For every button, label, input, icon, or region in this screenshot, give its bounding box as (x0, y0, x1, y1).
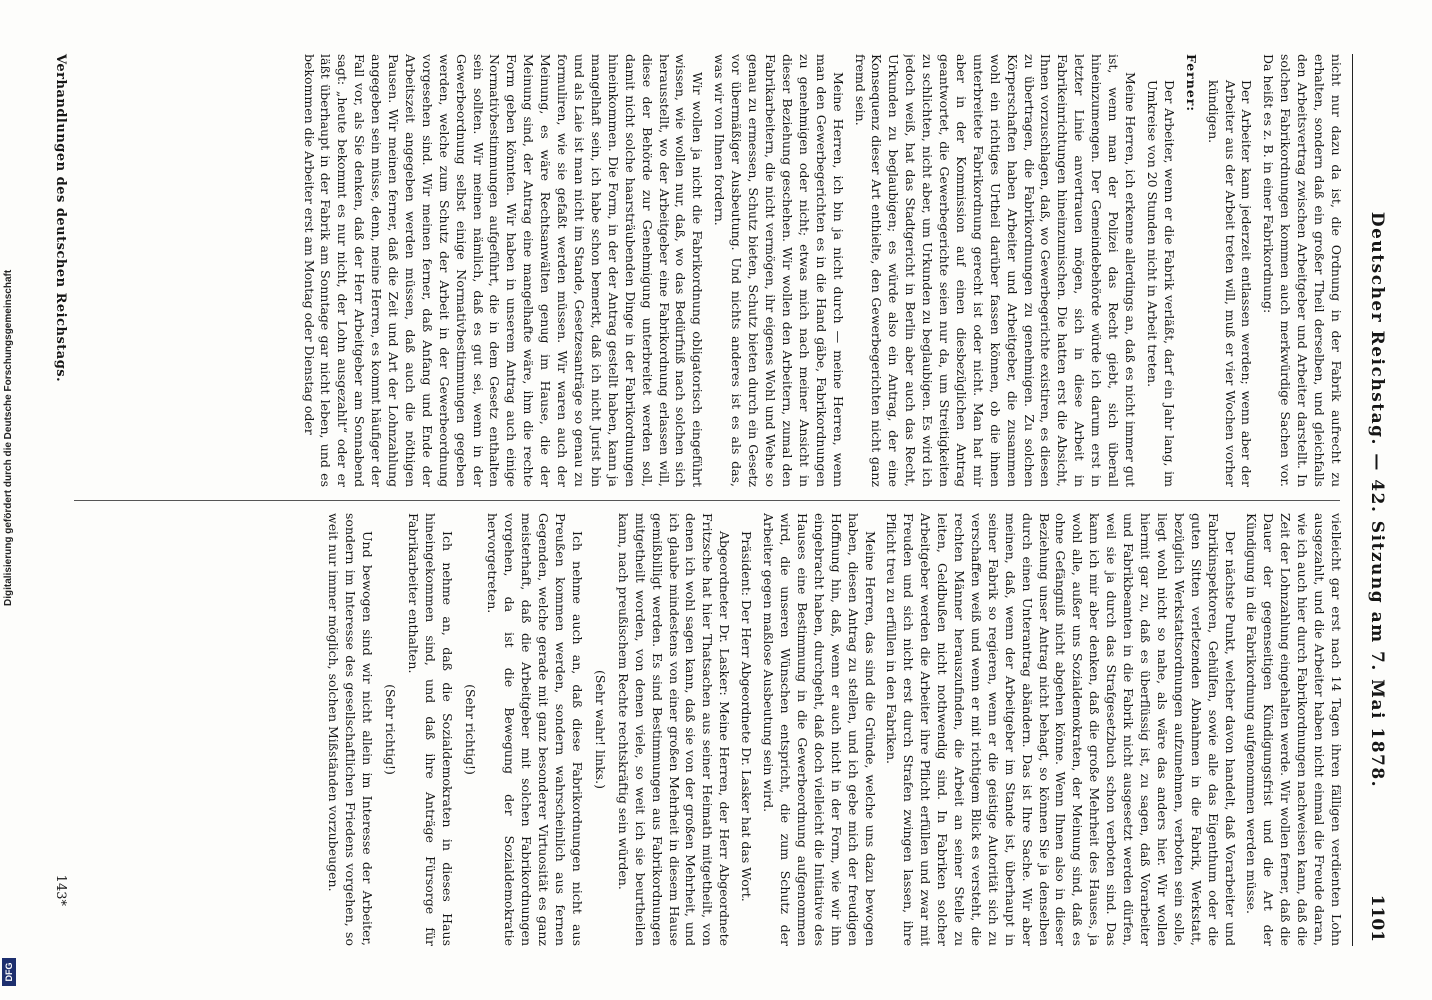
page-footer (46, 54, 68, 946)
quoted-rule: Der Arbeiter, wenn er die Fabrik verläßt, darf ein Jahr lang, im Umkreise von 20 Stunden nicht in Arbeit treten. (1144, 80, 1177, 487)
interjection: (Sehr richtig!) (382, 684, 398, 775)
left-column (74, 54, 1344, 487)
interjection: (Sehr wahr! links.) (592, 670, 608, 789)
right-column (74, 513, 1344, 946)
speaker-paragraph: Abgeordneter Dr. Lasker: Meine Herren, der Herr Abgeordnete Fritzsche hat hier Thatsachen aus seiner Heimath mitgetheilt, von denen ich wohl sagen kann, daß sie von der großen Mehrheit, und ich glaube mindestens von einer großen Mehrheit in diesem Hause gemißbilligt werden. Es sind Bestimmungen aus Fabrikordnungen mitgetheilt worden, von denen viele, so weit ich sie beurtheilen kann, nach preußischem Rechte rechtskräftig sein würden. (615, 513, 733, 946)
column-divider (74, 500, 1340, 501)
digitization-credit: Digitalisierung gefördert durch die Deutsche Forschungsgemeinschaft (3, 269, 14, 606)
interjection: (Sehr richtig!) (462, 684, 478, 775)
speaker-paragraph: Präsident: Der Herr Abgeordnete Dr. Lasker hat das Wort. (739, 531, 755, 902)
text-columns (74, 54, 1344, 946)
paragraph: nicht nur dazu da ist, die Ordnung in der Fabrik aufrecht zu erhalten, sondern daß ein großer Theil derselben, und gleichfalls den Arbeitsvertrag zwischen Arbeitgeber und Arbeiter darstellt. In solchen Fabrikordnungen kommen auch merkwürdige Sachen vor. Da heißt es z. B. in einer Fabrikordnung: (1261, 54, 1344, 487)
header-rule (1352, 54, 1353, 946)
paragraph-lead: Ferner: (1183, 54, 1199, 112)
footer-title: Verhandlungen des deutschen Reichstags. (53, 54, 68, 383)
paragraph: Wir wollen ja nicht die Fabrikordnung obligatorisch eingeführt wissen, wie wollen nur, daß, wo das Bedürfniß nach solchen sich herausstellt, wo der Arbeitgeber eine Fabrikordnung erlassen will, diese der Behörde zur Genehmigung unterbreitet werden soll, damit nicht solche haarsträubenden Dinge in der Fabrikordnungen hineinkommen. Die Form, in der der Antrag gestellt haben, kann ja mangelhaft sein, ich habe schon bemerkt, daß ich nicht Jurist bin und als Laie ist man nicht im Stande, Gesetzesanträge so genau zu formuliren, wie sie gefaßt werden müssen. Wir waren auch der Meinung, es wäre Rechtsanwälten genug im Hause, die der Meinung sind, der Antrag eine mangelhafte wäre, ihm die rechte Form geben könnten. Wir haben in unserem Antrag auch einige Normativbestimmungen aufgeführt, die in dem Gesetz enthalten sein sollten. Wir meinen nämlich, daß es gut sei, wenn in der Gewerbeordnung selbst einige Normativbestimmungen gegeben werden, welche zum Schutz der Arbeit in der Gewerbeordnung vorgesehen sind. Wir meinen ferner, daß Anfang und Ende der Arbeitszeit angegeben werden müssen, daß auch die nöthigen Pausen. Wir meinen ferner, daß die Zeit und Art der Lohnzahlung angegeben sein müsse, denn, meine Herren, es kommt häufiger der Fall vor, als Sie denken, daß der Herr Arbeitgeber am Sonnabend sagt: „heute bekommt es nur nicht, der Lohn ausgezahlt“ oder er läßt überhaupt in der Fabrik am Sonntage gar nicht leben, und es bekommen die Arbeiter erst am Montag oder Dienstag oder (301, 54, 706, 487)
quoted-rule: Der Arbeiter kann jederzeit entlassen werden; wenn aber der Arbeiter aus der Arbeit treten will, muß er vier Wochen vorher kündigen. (1205, 80, 1255, 487)
paragraph: Und bewogen sind wir nicht allein im Interesse der Arbeiter, sondern im Interesse des gesellschaftlichen Friedens vorgehen, so weit nur immer möglich, solchen Mißständen vorzubeugen. (326, 513, 376, 946)
paragraph: vielleicht gar erst nach 14 Tagen ihren fälligen verdienten Lohn ausgezahlt, und die Arbeiter haben nicht einmal die Freude daran, wie ich auch hier durch Fabrikordnungen nachweisen kann, daß die Zeit der Lohnzahlung eingehalten werde. Wir wollen ferner, daß die Dauer der gegenseitigen Kündigungsfrist und die Art der Kündigung in die Fabrikordnung aufgenommen werden müsse. (1244, 513, 1344, 946)
page-number: 1101 (1367, 894, 1387, 942)
paragraph: Der nächste Punkt, welcher davon handelt, daß Vorarbeiter und Fabrikinspektoren, Gehülfen, sowie alle das Eigenthum oder die guten Sitten verletzenden Abnahmen in die Fabrik, Werkstatt, bezüglich Werkstattsordnungen aufzunehmen, verboten sein solle, liegt wohl nicht so nahe, als wäre das anders hier. Wir wollen hiermit gar zu, daß es überflüssig ist, zu sagen, daß Vorarbeiter und Fabrikbeamten in die Fabrik nicht ausgesetzt werden dürfen, weil sie ja durch das Strafgesetzbuch schon verboten sind. Das kann ich mir aber denken, daß die große Mehrheit des Hauses, ja wohl alle, außer uns Sozialdemokraten, der Meinung sind, daß es ohne Gefängniß nicht abgehen könne. Wenn Ihnen also in dieser Beziehung unser Antrag nicht behagt, so können Sie ja denselben durch einen Unterantrag abändern. Das ist Ihre Sache. Wir aber meinen, daß, wenn der Arbeitgeber im Stande ist, überhaupt in seiner Fabrik so regieren, wenn er die geistige Autorität sich zu verschaffen weiß und wenn er mit richtigem Blick es versteht, die rechten Männer herauszufinden, die Arbeit an seiner Stelle zu leiten, Geldbußen nicht nothwendig sind. In Fabriken solcher Arbeitgeber werden die Arbeiter ihre Pflicht erfüllen und zwar mit Freuden und sich nicht erst durch Strafen zwingen lassen, ihre Pflicht treu zu erfüllen in den Fabriken. (884, 513, 1238, 946)
paragraph: Meine Herren, das sind die Gründe, welche uns dazu bewogen haben, diesen Antrag zu stellen, und ich gebe mich der freudigen Hoffnung hin, daß, wenn er auch nicht in der Form, wie wir ihn eingebracht haben, durchgeht, daß doch vielleicht die Initiative des Hauses eine Bestimmung in die Gewerbeordnung aufgenommen wird, die unseren Wünschen entspricht, die zum Schutz der Arbeiter gegen maßlose Ausbeutung sein wird. (761, 513, 878, 946)
paragraph: Ich nehme auch an, daß diese Fabrikordnungen nicht aus Preußen kommen werden, sondern wahrscheinlich aus fernen Gegenden, welche gerade mit ganz besonderer Virtuosität es ganz meisterhaft, daß die Arbeitgeber mit solchen Fabrikordnungen vorgehen, da ist die Bewegung der Sozialdemokratie hervorgetreten. (485, 513, 586, 946)
running-head: Deutscher Reichstag. — 42. Sitzung am 7. Mai 1878. (1367, 211, 1387, 789)
page-header (1359, 54, 1385, 946)
signature-mark: 143* (53, 874, 68, 906)
paragraph: Meine Herren, ich erkenne allerdings an, daß es nicht immer gut ist, wenn man der Polizei das Recht giebt, sich überall hineinzumengen. Der Gemeindebehörde würde ich darum erst in letzter Linie anvertrauen mögen, sich in diese Arbeit in Fabrikeinrichtungen hineinzumischen. Die hatten erst die Absicht, Ihnen vorzuschlagen, daß, wo Gewerbegerichte existiren, es diesen zu übertragen, die Fabrikordnungen zu genehmigen. Zu solchen Körperschaften haben Arbeiter und Arbeitgeber, die zusammen wohl ein richtiges Urtheil darüber fassen können, ob die ihnen unterbreitete Fabrikordnung gerecht ist oder nicht. Man hat mir aber in der Kommission auf einen diesbezüglichen Antrag geantwortet, die Gewerbegerichte seien nur da, um Streitigkeiten zu schlichten, nicht aber, um Urkunden zu beglaubigen. Es wird ich jedoch weiß, hat das Stadtgericht in Berlin aber auch das Recht, Urkunden zu beglaubigen; es würde also ein Antrag, der eine Konsequenz dieser Art enthielte, den Gewerbegerichten nicht ganz fremd sein. (852, 54, 1139, 487)
paragraph: Meine Herren, ich bin ja nicht durch — meine Herren, wenn man den Gewerbegerichten es in die Hand gäbe, Fabrikordnungen zu genehmigen oder nicht; etwas mich nach meiner Ansicht in dieser Beziehung geschehen. Wir wollen den Arbeitern, zumal den Fabrikarbeitern, die nicht vermögen, ihr eigenes Wohl und Wehe so genau zu ermessen, Schutz bieten, Schutz bieten durch ein Gesetz vor übermäßiger Ausbeutung. Und nichts anderes ist es als das, was wir von Ihnen fordern. (712, 54, 846, 487)
dfg-logo: DFG (2, 958, 16, 986)
scanned-page (25, 20, 1407, 980)
paragraph: Ich nehme an, daß die Sozialdemokraten in dieses Haus hineingekommen sind, und daß ihre Anträge Fürsorge für Fabrikarbeiter enthalten. (405, 513, 455, 946)
